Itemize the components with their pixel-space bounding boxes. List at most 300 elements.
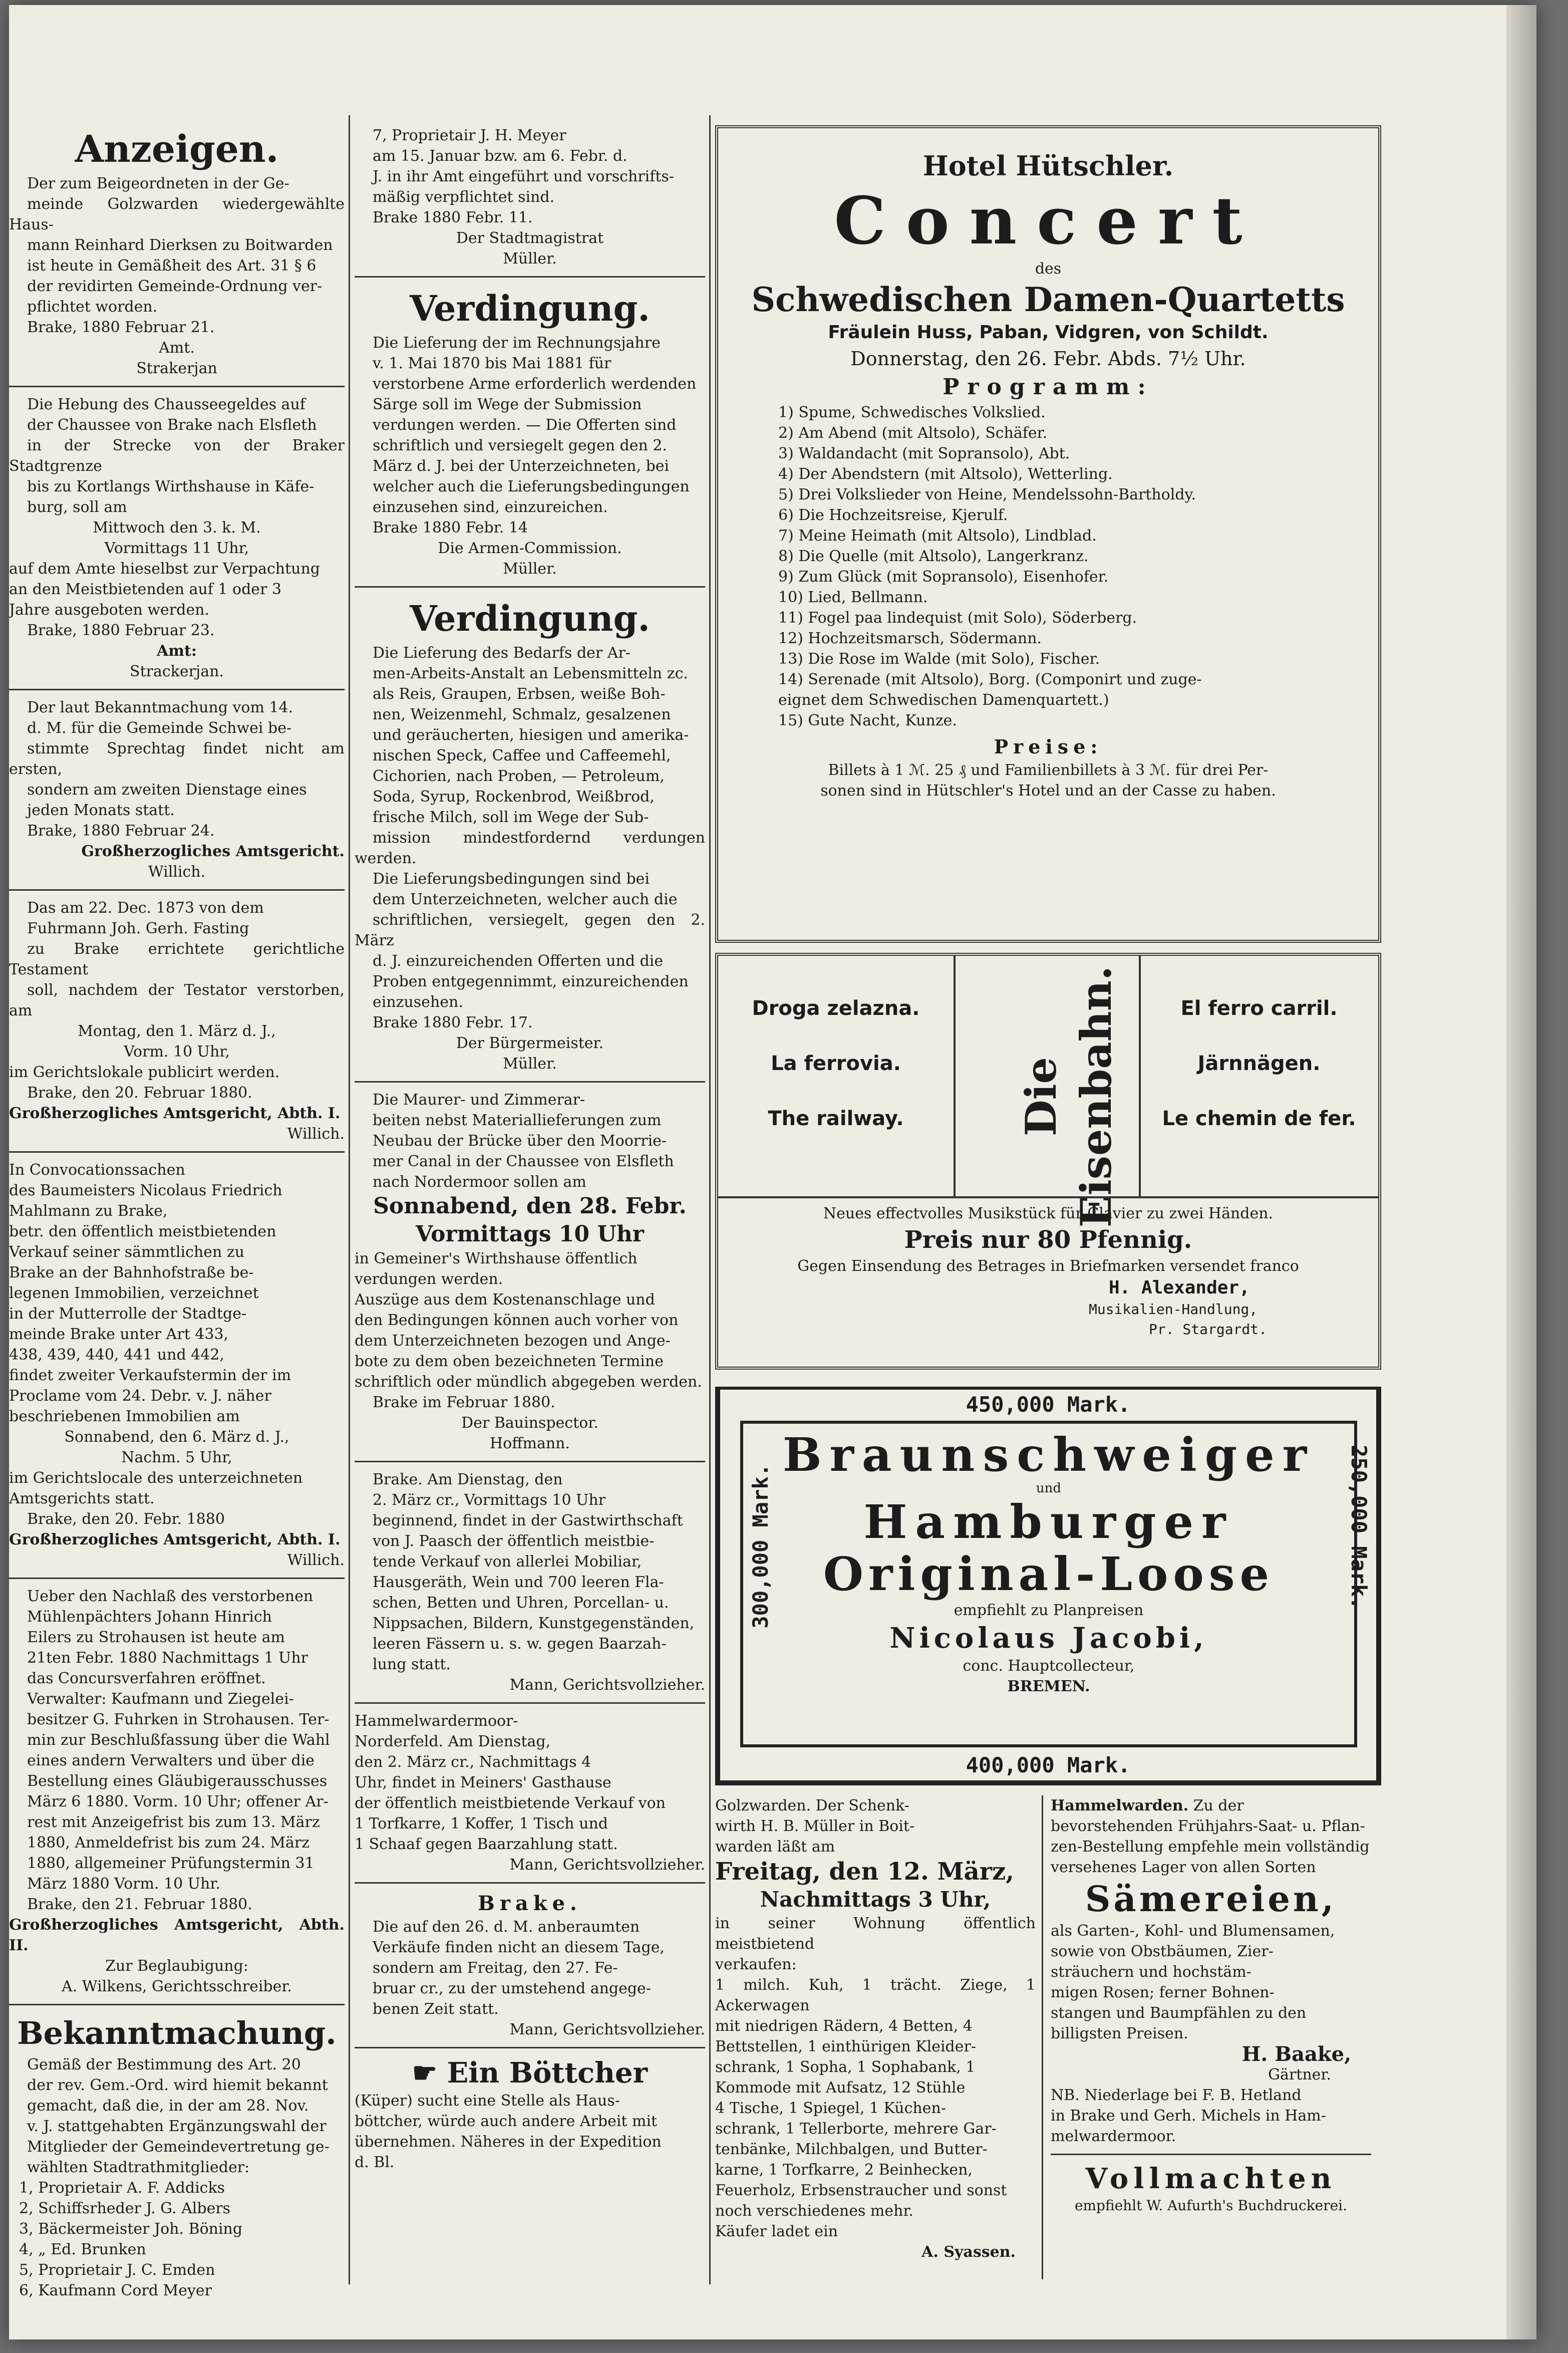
lottery-line: empfiehlt zu Planpreisen: [954, 1602, 1144, 1619]
golzwarden-list: [715, 1913, 1036, 2242]
text-line: 1 Torfkarre, 1 Koffer, 1 Tisch und: [355, 1815, 608, 1833]
divider: [9, 1578, 345, 1579]
text-line: mit niedrigen Rädern, 4 Betten, 4: [715, 2017, 973, 2035]
text-line: d. M. für die Gemeinde Schwei be-: [27, 719, 292, 737]
text-line: besitzer G. Fuhrken in Strohausen. Ter-: [27, 1711, 330, 1728]
notice-name: Hoffmann.: [489, 1435, 570, 1452]
text-line: schrank, 1 Tellerborte, mehrere Gar-: [715, 2120, 997, 2138]
notice-signature: Großherzogliches Amtsgericht, Abth. I.: [9, 1531, 341, 1548]
golzwarden-text: [715, 1795, 1036, 1857]
vollmachten-line: empfiehlt W. Aufurth's Buchdruckerei.: [1074, 2197, 1348, 2214]
notice-signature: Mann, Gerichtsvollzieher.: [509, 1676, 705, 1694]
text-line: Feuerholz, Erbsenstraucher und sonst: [715, 2182, 1007, 2199]
text-line: In Convocationssachen: [9, 1161, 185, 1179]
text-line: der revidirten Gemeinde-Ordnung ver-: [27, 278, 323, 295]
notice-brake-auction: [355, 1469, 705, 1675]
hammelwarden-big: Sämereien,: [1085, 1878, 1337, 1920]
text-line: 2. März cr., Vormittags 10 Uhr: [373, 1491, 606, 1509]
notice-name: Willich.: [148, 863, 206, 881]
section-title: Anzeigen.: [75, 128, 279, 171]
hammelwarden-line: Zu der: [1193, 1797, 1244, 1814]
notice-time-line: Vormittags 10 Uhr: [415, 1221, 644, 1247]
notice-date: Brake, den 21. Februar 1880.: [27, 1896, 252, 1913]
hotel-name: Hotel Hütschler.: [922, 150, 1174, 182]
text-line: mer Canal in der Chaussee von Elsfleth: [373, 1153, 674, 1170]
text-line: schriftlich und versiegelt gegen den 2.: [373, 437, 667, 454]
text-line: Jahre ausgeboten werden.: [9, 601, 209, 619]
lottery-line: Braunschweiger: [782, 1428, 1315, 1482]
text-line: billigsten Preisen.: [1051, 2025, 1188, 2042]
text-line: in Gemeiner's Wirthshause öffentlich: [355, 1250, 638, 1267]
text-line: Cichorien, nach Proben, — Petroleum,: [373, 767, 665, 785]
notice-signature: Großherzogliches Amtsgericht, Abth. II.: [9, 1916, 345, 1954]
text-line: rest mit Anzeigefrist bis zum 13. März: [27, 1813, 320, 1831]
notice-signature: Die Armen-Commission.: [438, 540, 622, 557]
notice-testament: [9, 898, 345, 1021]
text-line: einzusehen.: [373, 993, 463, 1011]
text-line: im Gerichtslokale publicirt werden.: [9, 1064, 280, 1081]
notice-chaussee: [9, 394, 345, 517]
text-line: am 15. Januar bzw. am 6. Febr. d.: [373, 147, 628, 165]
text-line: tende Verkauf von allerlei Mobiliar,: [373, 1553, 642, 1571]
program-item: 13) Die Rose im Walde (mit Solo), Fischer.: [778, 650, 1100, 668]
text-line: Die Lieferung des Bedarfs der Ar-: [373, 644, 631, 662]
railway-lang: La ferrovia.: [771, 1052, 901, 1075]
divider: [9, 889, 345, 891]
notice-signature: Der Stadtmagistrat: [456, 229, 604, 247]
text-line: Proben entgegennimmt, einzureichenden: [373, 973, 689, 990]
text-line: im Gerichtslocale des unterzeichneten: [9, 1469, 303, 1487]
program-item: 9) Zum Glück (mit Sopransolo), Eisenhofer.: [778, 568, 1109, 586]
text-line: das Concursverfahren eröffnet.: [27, 1670, 266, 1687]
text-line: Die Maurer- und Zimmerar-: [373, 1091, 585, 1109]
notice-signature: Amt.: [159, 339, 195, 357]
text-line: Bestellung eines Gläubigerausschusses: [27, 1772, 328, 1790]
text-line: Die Lieferungsbedingungen sind bei: [373, 870, 650, 888]
program-item: 15) Gute Nacht, Kunze.: [778, 712, 957, 729]
text-line: von J. Paasch der öffentlich meistbie-: [373, 1532, 655, 1550]
notice-bekanntmachung: [9, 2054, 345, 2178]
text-line: Eilers zu Strohausen ist heute am: [27, 1629, 285, 1646]
text-line: 21ten Febr. 1880 Nachmittags 1 Uhr: [27, 1649, 308, 1667]
text-line: mission mindestfordernd verdungen werden.: [355, 829, 705, 867]
notice-title: Ein Böttcher: [447, 2056, 648, 2089]
vollmachten-title: Vollmachten: [1085, 2162, 1337, 2195]
divider: [9, 1151, 345, 1153]
notice-date-line: Sonnabend, den 28. Febr.: [373, 1193, 687, 1219]
text-line: Kommode mit Aufsatz, 12 Stühle: [715, 2079, 966, 2097]
notice-title: Verdingung.: [410, 288, 650, 329]
text-line: Gemäß der Bestimmung des Art. 20: [27, 2056, 301, 2073]
lottery-line: conc. Hauptcollecteur,: [963, 1657, 1135, 1675]
text-line: Amtsgerichts statt.: [9, 1490, 155, 1507]
text-line: 7, Proprietair J. H. Meyer: [373, 127, 566, 144]
text-line: tenbänke, Milchbalgen, und Butter-: [715, 2141, 988, 2158]
program-item: 7) Meine Heimath (mit Altsolo), Lindblad.: [778, 527, 1097, 545]
program-item: 5) Drei Volkslieder von Heine, Mendelssohn-Bartholdy.: [778, 486, 1196, 503]
text-line: Golzwarden. Der Schenk-: [715, 1797, 909, 1814]
concert-des: des: [1035, 260, 1062, 278]
divider: [1051, 2154, 1371, 2155]
railway-line: Gegen Einsendung des Betrages in Briefmarken versendet franco: [797, 1257, 1299, 1275]
hammelwarden-title: Hammelwarden.: [1051, 1797, 1189, 1814]
text-line: beschriebenen Immobilien am: [9, 1408, 240, 1425]
text-line: März d. J. bei der Unterzeichneten, bei: [373, 457, 670, 475]
program-item: 14) Serenade (mit Altsolo), Borg. (Componirt und zuge-: [778, 671, 1202, 688]
notice-date: Brake, 1880 Februar 21.: [27, 319, 215, 336]
text-line: lung statt.: [373, 1656, 451, 1673]
member-item: 6, Kaufmann Cord Meyer: [19, 2282, 212, 2299]
notice-time-line: Nachm. 5 Uhr,: [121, 1449, 232, 1466]
hammelwarden-ad: [1051, 1795, 1371, 2216]
railway-lang: Järnnägen.: [1197, 1052, 1321, 1075]
text-line: übernehmen. Näheres in der Expedition: [355, 2133, 662, 2151]
railway-title: Die Eisenbahn.: [1016, 965, 1121, 1228]
text-line: Fuhrmann Joh. Gerh. Fasting: [27, 920, 249, 937]
text-line: Verkauf seiner sämmtlichen zu: [9, 1243, 245, 1261]
text-line: eines andern Verwalters und über die: [27, 1752, 315, 1769]
notice-continuation: [355, 125, 705, 207]
notice-concurs: [9, 1586, 345, 1894]
notice-date: Brake, den 20. Februar 1880.: [27, 1084, 252, 1102]
text-line: an den Meistbietenden auf 1 oder 3: [9, 581, 282, 598]
text-line: stangen und Baumpfählen zu den: [1051, 2004, 1307, 2022]
text-line: men-Arbeits-Anstalt an Lebensmitteln zc.: [373, 665, 688, 682]
text-line: wirth H. B. Müller in Boit-: [715, 1817, 915, 1835]
bottom-ads: [715, 1795, 1381, 2279]
text-line: als Reis, Graupen, Erbsen, weiße Boh-: [373, 685, 666, 703]
railway-lang: The railway.: [768, 1107, 904, 1130]
golzwarden-signature: A. Syassen.: [921, 2243, 1016, 2261]
railway-lang: Droga zelazna.: [752, 997, 920, 1020]
notice-name: Willich.: [287, 1125, 345, 1143]
text-line: dem Unterzeichneten bezogen und Ange-: [355, 1332, 671, 1350]
performer-names: Fräulein Huss, Paban, Vidgren, von Schildt.: [828, 322, 1269, 343]
text-line: beiten nebst Materiallieferungen zum: [373, 1112, 662, 1129]
column-2: [355, 125, 705, 2173]
text-line: mann Reinhard Dierksen zu Boitwarden: [27, 236, 333, 254]
program-item: 8) Die Quelle (mit Altsolo), Langerkranz.: [778, 548, 1089, 565]
divider: [355, 1702, 705, 1704]
golzwarden-ad: [715, 1795, 1036, 2262]
notice-boettcher: [355, 2090, 705, 2173]
text-line: NB. Niederlage bei F. B. Hetland: [1051, 2086, 1302, 2104]
text-line: der rev. Gem.-Ord. wird hiemit bekannt: [27, 2076, 328, 2094]
text-line: Die Hebung des Chausseegeldes auf: [27, 396, 305, 413]
notice-date: Brake 1880 Febr. 11.: [373, 209, 533, 226]
program-item: eignet dem Schwedischen Damenquartett.): [778, 691, 1109, 709]
text-line: meinde Golzwarden wiedergewählte Haus-: [9, 195, 345, 233]
text-line: bevorstehenden Frühjahrs-Saat- u. Pflan-: [1051, 1817, 1365, 1835]
hammelwarden-signature: H. Baake,: [1241, 2042, 1351, 2066]
text-line: verdungen werden. — Die Offerten sind: [373, 416, 677, 434]
notice-signature: Amt:: [157, 642, 197, 660]
program-item: 11) Fogel paa lindequist (mit Solo), Söderberg.: [778, 609, 1137, 627]
text-line: noch verschiedenes mehr.: [715, 2202, 914, 2220]
notice-title: Verdingung.: [410, 598, 650, 639]
concert-advert: [715, 125, 1381, 943]
railway-left: [718, 956, 956, 1196]
text-line: Der zum Beigeordneten in der Ge-: [27, 175, 289, 192]
notice-sprechtag: [9, 697, 345, 821]
text-line: 1880, allgemeiner Prüfungstermin 31: [27, 1855, 315, 1872]
lottery-line: Original-Loose: [823, 1547, 1275, 1601]
lottery-advert: [715, 1387, 1381, 1785]
text-line: verkaufen:: [715, 1956, 797, 1973]
notice-date-line: Sonnabend, den 6. März d. J.,: [64, 1428, 289, 1446]
notice-date: Brake 1880 Febr. 17.: [373, 1014, 533, 1031]
divider: [355, 1882, 705, 1884]
notice-date-line: Montag, den 1. März d. J.,: [78, 1022, 276, 1040]
text-line: leeren Fässern u. s. w. gegen Baarzah-: [373, 1635, 667, 1653]
divider: [355, 1081, 705, 1083]
concert-date: Donnerstag, den 26. Febr. Abds. 7½ Uhr.: [850, 348, 1246, 370]
lottery-right: 250,000 Mark.: [1347, 1445, 1371, 1610]
text-line: 4 Tische, 1 Spiegel, 1 Küchen-: [715, 2100, 946, 2117]
text-line: Soda, Syrup, Rockenbrod, Weißbrod,: [373, 788, 655, 806]
price-line: Billets à 1 ℳ. 25 ₰ und Familienbillets à 3 ℳ. für drei Per-: [828, 761, 1269, 779]
text-line: Verkäufe finden nicht an diesem Tage,: [373, 1939, 665, 1956]
seller-name: H. Alexander,: [1109, 1277, 1250, 1298]
notice-name: Strackerjan.: [130, 663, 224, 680]
notice-date: Brake, den 20. Febr. 1880: [27, 1510, 225, 1528]
notice-name: Müller.: [503, 1055, 557, 1073]
text-line: ist heute in Gemäßheit des Art. 31 § 6: [27, 257, 317, 275]
text-line: des Baumeisters Nicolaus Friedrich: [9, 1182, 282, 1199]
column-rule: [349, 115, 350, 2284]
text-line: Neubau der Brücke über den Moorrie-: [373, 1132, 667, 1150]
seller-line: Musikalien-Handlung,: [1089, 1301, 1258, 1318]
text-line: betr. den öffentlich meistbietenden: [9, 1223, 276, 1240]
notice-maurer: [355, 1090, 705, 1192]
text-line: Das am 22. Dec. 1873 von dem: [27, 899, 264, 917]
text-line: d. J. einzureichenden Offerten und die: [373, 952, 664, 970]
lottery-inner: [740, 1421, 1357, 1747]
lottery-left: 300,000 Mark.: [748, 1464, 773, 1629]
text-line: sondern am zweiten Dienstage eines: [27, 781, 307, 799]
text-line: der Chaussee von Brake nach Elsfleth: [27, 416, 317, 434]
text-line: nischen Speck, Caffee und Caffeemehl,: [373, 747, 671, 764]
text-line: min zur Beschlußfassung über die Wahl: [27, 1731, 330, 1749]
notice-hammelwardermoor: [355, 1711, 705, 1855]
price-line: sonen sind in Hütschler's Hotel und an der Casse zu haben.: [820, 782, 1276, 800]
golzwarden-date: Freitag, den 12. März,: [715, 1858, 1014, 1886]
column-1: [9, 125, 345, 2301]
divider: [355, 586, 705, 588]
divider: [9, 2004, 345, 2005]
text-line: v. J. stattgehabten Ergänzungswahl der: [27, 2118, 327, 2135]
text-line: Auszüge aus dem Kostenanschlage und: [355, 1291, 655, 1309]
text-line: schriftlich oder mündlich abgegeben werden.: [355, 1373, 702, 1391]
text-line: sowie von Obstbäumen, Zier-: [1051, 1943, 1274, 1960]
member-item: 4, „ Ed. Brunken: [19, 2241, 146, 2258]
lottery-line: Hamburger: [863, 1495, 1234, 1549]
railway-right: [1139, 956, 1379, 1196]
lottery-name: Nicolaus Jacobi,: [889, 1622, 1208, 1655]
text-line: den 2. März cr., Nachmittags 4: [355, 1753, 591, 1771]
text-line: verstorbene Arme erforderlich werdenden: [373, 375, 697, 393]
member-item: 1, Proprietair A. F. Addicks: [19, 2179, 225, 2197]
text-line: burg, soll am: [27, 498, 127, 516]
text-line: warden läßt am: [715, 1838, 835, 1856]
text-line: welcher auch die Lieferungsbedingungen: [373, 478, 690, 495]
hammelwarden-role: Gärtner.: [1268, 2066, 1331, 2083]
text-line: nen, Weizenmehl, Schmalz, gesalzenen: [373, 706, 671, 723]
program-item: 3) Waldandacht (mit Sopransolo), Abt.: [778, 445, 1070, 462]
text-line: in der Strecke von der Braker Stadtgrenze: [9, 437, 345, 475]
text-line: melwardermoor.: [1051, 2128, 1176, 2145]
text-line: karne, 1 Torfkarre, 2 Beinhecken,: [715, 2161, 973, 2179]
text-line: 1 milch. Kuh, 1 trächt. Ziege, 1 Ackerwagen: [715, 1976, 1036, 2014]
text-line: in Brake und Gerh. Michels in Ham-: [1051, 2107, 1326, 2125]
text-line: in seiner Wohnung öffentlich meistbietend: [715, 1915, 1036, 1953]
text-line: d. Bl.: [355, 2154, 395, 2171]
notice-title: Bekanntmachung.: [17, 2015, 337, 2051]
newspaper-page: [9, 5, 1536, 2339]
notice-name: Müller.: [503, 250, 557, 268]
railway-center: [954, 956, 1141, 1228]
text-line: Uhr, findet in Meiners' Gasthause: [355, 1774, 611, 1791]
text-line: J. in ihr Amt eingeführt und vorschrifts-: [373, 168, 674, 185]
column-3: [715, 125, 1381, 2279]
notice-signature: Großherzogliches Amtsgericht.: [81, 843, 345, 860]
text-line: Die Lieferung der im Rechnungsjahre: [373, 334, 661, 352]
text-line: bruar cr., zu der umstehend angege-: [373, 1980, 651, 1997]
notice-signature: Mann, Gerichtsvollzieher.: [509, 2021, 705, 2038]
notice-note: Zur Beglaubigung:: [105, 1957, 248, 1975]
divider: [355, 1461, 705, 1462]
hammelwarden-text: [1051, 1816, 1371, 1878]
text-line: verdungen werden.: [355, 1270, 503, 1288]
text-line: den Bedingungen können auch vorher von: [355, 1312, 679, 1329]
text-line: Käufer ladet ein: [715, 2223, 838, 2240]
notice-signature: Der Bürgermeister.: [456, 1034, 604, 1052]
notice-brake-postponed: [355, 1917, 705, 2019]
notice-signature: Mann, Gerichtsvollzieher.: [509, 1856, 705, 1874]
text-line: gemacht, daß die, in der am 28. Nov.: [27, 2097, 309, 2115]
pointing-hand-icon: ☛: [412, 2056, 447, 2089]
text-line: Nippsachen, Bildern, Kunstgegenständen,: [373, 1615, 695, 1632]
text-line: Verwalter: Kaufmann und Ziegelei-: [27, 1690, 294, 1708]
text-line: Brake. Am Dienstag, den: [373, 1471, 563, 1488]
member-item: 2, Schiffsrheder J. G. Albers: [19, 2200, 231, 2217]
program-item: 10) Lied, Bellmann.: [778, 589, 928, 606]
lottery-top: 450,000 Mark.: [966, 1392, 1131, 1417]
text-line: meinde Brake unter Art 433,: [9, 1326, 229, 1343]
text-line: einzusehen sind, einzureichen.: [373, 498, 608, 516]
text-line: wählten Stadtrathmitglieder:: [27, 2159, 250, 2176]
railway-lang: El ferro carril.: [1180, 997, 1338, 1020]
lottery-und: und: [1036, 1481, 1062, 1496]
notice-signature: Der Bauinspector.: [461, 1414, 598, 1432]
text-line: zen-Bestellung empfehle mein vollständig: [1051, 1838, 1370, 1856]
text-line: findet zweiter Verkaufstermin der im: [9, 1367, 291, 1384]
text-line: pflichtet worden.: [27, 298, 158, 316]
text-line: der öffentlich meistbietende Verkauf von: [355, 1794, 666, 1812]
divider: [355, 2047, 705, 2048]
text-line: zu Brake errichtete gerichtliche Testament: [9, 940, 345, 978]
text-line: frische Milch, soll im Wege der Sub-: [373, 809, 649, 826]
text-line: Bettstellen, 1 einthürigen Kleider-: [715, 2038, 976, 2055]
text-line: Die auf den 26. d. M. anberaumten: [373, 1918, 640, 1936]
column-rule: [709, 115, 711, 2284]
notice-maurer-text: [355, 1248, 705, 1392]
text-line: stimmte Sprechtag findet nicht am ersten,: [9, 740, 345, 778]
text-line: Proclame vom 24. Debr. v. J. näher: [9, 1387, 271, 1405]
notice-convocation-text: [9, 1468, 345, 1509]
golzwarden-time: Nachmittags 3 Uhr,: [760, 1887, 991, 1912]
text-line: versehenes Lager von allen Sorten: [1051, 1859, 1316, 1876]
text-line: soll, nachdem der Testator verstorben, am: [9, 981, 345, 1019]
hammelwarden-text2: [1051, 1921, 1371, 2044]
text-line: Der laut Bekanntmachung vom 14.: [27, 699, 293, 716]
notice-time-line: Vormittags 11 Uhr,: [104, 540, 249, 557]
program-item: 1) Spume, Schwedisches Volkslied.: [778, 404, 1046, 421]
notice-date: Brake, 1880 Februar 23.: [27, 622, 215, 639]
lottery-bottom: 400,000 Mark.: [966, 1753, 1131, 1777]
text-line: beginnend, findet in der Gastwirthschaft: [373, 1512, 683, 1529]
notice-date-line: Mittwoch den 3. k. M.: [93, 519, 261, 537]
text-line: und geräucherten, hiesigen und amerika-: [373, 726, 689, 744]
text-line: Mahlmann zu Brake,: [9, 1202, 168, 1220]
notice-date: Brake im Februar 1880.: [373, 1394, 555, 1411]
notice-title: Brake.: [478, 1892, 582, 1915]
railway-line: Neues effectvolles Musikstück für Clavier zu zwei Händen.: [823, 1205, 1274, 1222]
notice-name: A. Wilkens, Gerichtsschreiber.: [62, 1978, 292, 1995]
text-line: März 6 1880. Vorm. 10 Uhr; offener Ar-: [27, 1793, 329, 1810]
text-line: böttcher, würde auch andere Arbeit mit: [355, 2113, 658, 2130]
text-line: mäßig verpflichtet sind.: [373, 188, 555, 206]
member-item: 5, Proprietair J. C. Emden: [19, 2261, 215, 2279]
text-line: Mitglieder der Gemeindevertretung ge-: [27, 2138, 330, 2156]
program-list: [733, 402, 1363, 731]
member-list: [9, 2178, 345, 2301]
notice-testament-text: [9, 1062, 345, 1083]
railway-price: Preis nur 80 Pfennig.: [904, 1226, 1192, 1254]
text-line: Brake an der Bahnhofstraße be-: [9, 1264, 254, 1281]
notice-beigeordneter: [9, 173, 345, 317]
text-line: in der Mutterrolle der Stadtge-: [9, 1305, 247, 1323]
notice-convocation: [9, 1160, 345, 1427]
divider: [9, 689, 345, 690]
text-line: schriftlichen, versiegelt, gegen den 2. März: [355, 911, 705, 949]
column-rule: [1042, 1795, 1043, 2279]
notice-time-line: Vorm. 10 Uhr,: [124, 1043, 230, 1061]
text-line: legenen Immobilien, verzeichnet: [9, 1284, 259, 1302]
text-line: Hausgeräth, Wein und 700 leeren Fla-: [373, 1574, 664, 1591]
notice-name: Willich.: [287, 1551, 345, 1569]
text-line: Särge soll im Wege der Submission: [373, 396, 642, 413]
text-line: März 1880 Vorm. 10 Uhr.: [27, 1875, 220, 1893]
text-line: Ueber den Nachlaß des verstorbenen: [27, 1588, 313, 1605]
text-line: schen, Betten und Uhren, Porcellan- u.: [373, 1594, 669, 1612]
text-line: 438, 439, 440, 441 und 442,: [9, 1346, 224, 1364]
railway-bottom: [718, 1196, 1378, 1340]
notice-signature: Großherzogliches Amtsgericht, Abth. I.: [9, 1105, 341, 1122]
text-line: nach Nordermoor sollen am: [373, 1173, 586, 1191]
lottery-city: BREMEN.: [1007, 1678, 1090, 1695]
program-item: 12) Hochzeitsmarsch, Södermann.: [778, 630, 1042, 647]
text-line: Hammelwardermoor-: [355, 1712, 518, 1730]
text-line: bis zu Kortlangs Wirthshause in Käfe-: [27, 478, 315, 495]
text-line: migen Rosen; ferner Bohnen-: [1051, 1984, 1275, 2001]
text-line: Mühlenpächters Johann Hinrich: [27, 1608, 272, 1626]
text-line: sondern am Freitag, den 27. Fe-: [373, 1959, 618, 1977]
notice-date: Brake 1880 Febr. 14: [373, 519, 528, 537]
text-line: (Küper) sucht eine Stelle als Haus-: [355, 2092, 620, 2110]
text-line: jeden Monats statt.: [27, 802, 175, 819]
text-line: dem Unterzeichneten, welcher auch die: [373, 891, 678, 908]
